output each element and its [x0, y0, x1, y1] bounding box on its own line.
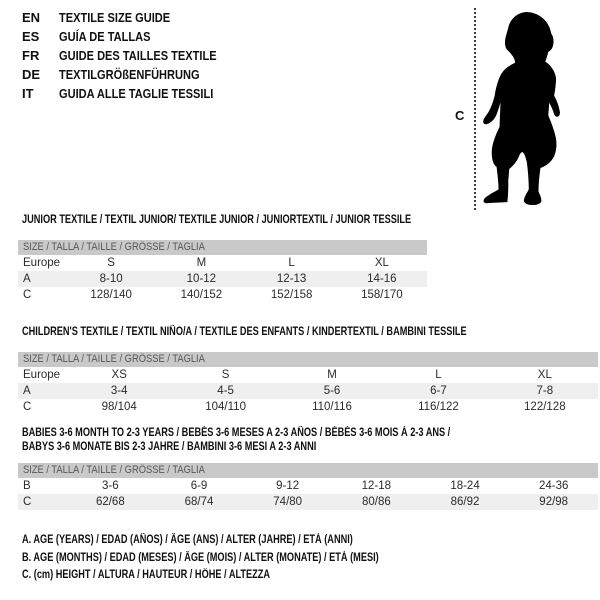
table-row-c — [18, 399, 598, 415]
section-children — [18, 325, 598, 415]
language-code: EN — [22, 10, 41, 25]
table-cell: 92/98 — [539, 496, 569, 508]
table-cell: M — [196, 257, 207, 269]
table-cell: 18-24 — [450, 480, 480, 492]
table-cell: 4-5 — [217, 385, 234, 397]
language-list — [22, 8, 244, 103]
footnote-text: B. AGE (MONTHS) / EDAD (MESES) / ÂGE (MOIS) / ALTER (MONATE) / ETÀ (MESI) — [22, 551, 379, 564]
table-cell: 68/74 — [184, 496, 214, 508]
language-row — [22, 8, 244, 27]
section-title-text: BABYS 3-6 MONATE BIS 2-3 JAHRE / BAMBINI 3-6 MESI A 2-3 ANNI — [22, 441, 317, 453]
table-cell: XS — [111, 369, 127, 381]
table-cell: 104/110 — [205, 401, 246, 413]
table-cell: L — [435, 369, 442, 381]
table-cell: 140/152 — [180, 289, 223, 301]
junior-size-table — [18, 240, 427, 303]
footnote — [22, 569, 468, 587]
section-junior — [18, 213, 427, 303]
table-cell: XL — [537, 369, 552, 381]
size-header-bar — [18, 352, 598, 367]
language-code: FR — [22, 48, 40, 63]
table-cell: 128/140 — [90, 289, 132, 301]
section-title-children — [18, 325, 598, 339]
table-cell: 122/128 — [524, 401, 566, 413]
language-text: GUIDA ALLE TAGLIE TESSILI — [59, 86, 214, 101]
table-cell: 74/80 — [273, 496, 303, 508]
language-row — [22, 65, 244, 84]
table-cell: 158/170 — [361, 289, 403, 301]
table-cell: 6-9 — [190, 480, 208, 492]
language-row — [22, 46, 244, 65]
footnote — [22, 552, 468, 570]
table-cell: 9-12 — [276, 480, 300, 492]
size-header-text: SIZE / TALLA / TAILLE / GRÖSSE / TAGLIA — [23, 464, 205, 476]
table-cell: 10-12 — [186, 273, 217, 285]
table-row-europe — [18, 255, 427, 271]
row-label: Europe — [23, 257, 61, 269]
language-text: GUÍA DE TALLAS — [59, 29, 151, 44]
footnote-text: C. (cm) HEIGHT / ALTURA / HAUTEUR / HÖHE / ALTEZZA — [22, 569, 271, 581]
language-row — [22, 84, 244, 103]
table-cell: 5-6 — [323, 385, 341, 397]
footnote-text: A. AGE (YEARS) / EDAD (AÑOS) / ÂGE (ANS) / ALTER (JAHRE) / ETÀ (ANNI) — [22, 534, 353, 546]
table-row-europe — [18, 367, 598, 383]
table-cell: 7-8 — [536, 385, 554, 397]
table-cell: XL — [374, 257, 389, 269]
section-title-line — [22, 426, 598, 440]
baby-silhouette-icon — [481, 1, 598, 213]
row-label: A — [23, 385, 31, 397]
table-cell: 152/158 — [270, 289, 313, 301]
table-cell: 8-10 — [99, 273, 123, 285]
height-measure-label: C — [455, 108, 465, 123]
section-title-text: BABIES 3-6 MONTH TO 2-3 YEARS / BEBÉS 3-6 MESES A 2-3 AÑOS / BÉBÉS 3-6 MOIS À 2-3 ANS / — [22, 427, 451, 439]
table-cell: 62/68 — [95, 496, 125, 508]
table-cell: 12-18 — [361, 480, 392, 492]
table-row-a — [18, 383, 598, 399]
height-measure-line — [474, 8, 476, 210]
table-cell: M — [327, 369, 337, 381]
size-header-text: SIZE / TALLA / TAILLE / GRÖSSE / TAGLIA — [23, 241, 205, 253]
language-code: ES — [22, 29, 40, 44]
table-cell: S — [107, 257, 115, 269]
table-cell: 12-13 — [276, 273, 307, 285]
table-row-c — [18, 494, 598, 510]
section-babies — [18, 426, 598, 510]
table-cell: 116/122 — [418, 401, 459, 413]
table-row-b — [18, 478, 598, 494]
section-title-junior — [18, 213, 427, 227]
section-title-text: JUNIOR TEXTILE / TEXTIL JUNIOR/ TEXTILE JUNIOR / JUNIORTEXTIL / JUNIOR TESSILE — [22, 214, 412, 226]
language-code: DE — [22, 67, 41, 82]
table-row-c — [18, 287, 427, 303]
section-title-line — [22, 440, 598, 454]
row-label: Europe — [23, 369, 61, 381]
row-label: A — [23, 273, 31, 285]
row-label: C — [23, 289, 32, 301]
row-label: B — [23, 480, 31, 492]
table-row-a — [18, 271, 427, 287]
language-text: TEXTILGRÖßENFÜHRUNG — [59, 67, 200, 82]
table-cell: 14-16 — [367, 273, 397, 285]
size-header-bar — [18, 463, 598, 478]
size-header-text: SIZE / TALLA / TAILLE / GRÖSSE / TAGLIA — [23, 353, 205, 365]
table-cell: 6-7 — [430, 385, 447, 397]
language-text: GUIDE DES TAILLES TEXTILE — [59, 48, 217, 63]
table-cell: 80/86 — [361, 496, 391, 508]
language-row — [22, 27, 244, 46]
footnote — [22, 534, 468, 552]
section-title-babies — [18, 426, 598, 454]
table-cell: S — [221, 369, 230, 381]
children-size-table — [18, 352, 598, 415]
language-text: TEXTILE SIZE GUIDE — [59, 10, 171, 25]
table-cell: 86/92 — [450, 496, 480, 508]
section-title-line — [22, 213, 427, 227]
row-label: C — [23, 401, 32, 413]
language-code: IT — [22, 86, 34, 101]
table-cell: 98/104 — [101, 401, 137, 413]
table-cell: 110/116 — [312, 401, 352, 413]
size-header-bar — [18, 240, 427, 255]
table-cell: 3-6 — [102, 480, 119, 492]
table-cell: 24-36 — [538, 480, 569, 492]
table-cell: L — [288, 257, 295, 269]
section-title-line — [22, 325, 598, 339]
row-label: C — [23, 496, 32, 508]
table-cell: 3-4 — [110, 385, 128, 397]
footnotes — [22, 534, 468, 587]
babies-size-table — [18, 463, 598, 510]
section-title-text: CHILDREN'S TEXTILE / TEXTIL NIÑO/A / TEXTILE DES ENFANTS / KINDERTEXTIL / BAMBINI TESSILE — [22, 326, 467, 338]
